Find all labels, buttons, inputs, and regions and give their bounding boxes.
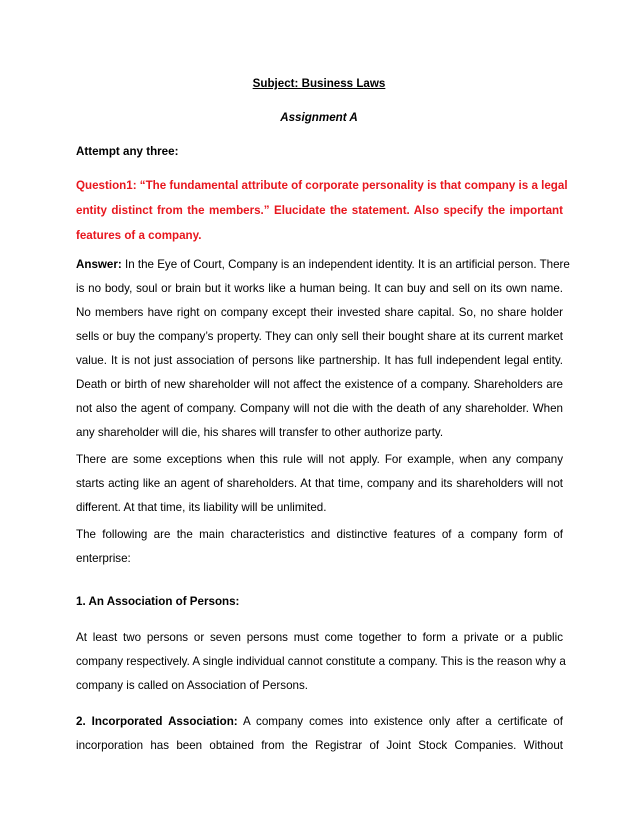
- question-line: features of a company.: [76, 229, 202, 242]
- section-1-line: At least two persons or seven persons must come together to form a private or a public: [76, 631, 563, 644]
- section-1-heading: 1. An Association of Persons:: [76, 595, 240, 608]
- instruction-text: Attempt any three:: [76, 145, 179, 158]
- answer-line: No members have right on company except their invested share capital. So, no share holder: [76, 306, 563, 319]
- section-2-line: incorporation has been obtained from the Registrar of Joint Stock Companies. Without: [76, 739, 563, 752]
- subject-title: Subject: Business Laws: [252, 77, 386, 90]
- exceptions-line: starts acting like an agent of shareholders. At that time, company and its shareholders will not: [76, 477, 563, 490]
- section-1-line: company is called on Association of Persons.: [76, 679, 308, 692]
- answer-line: sells or buy the company’s property. They can only sell their bought share at its current market: [76, 330, 563, 343]
- exceptions-line: different. At that time, its liability will be unlimited.: [76, 501, 327, 514]
- answer-line: not also the agent of company. Company will not die with the death of any shareholder. When: [76, 402, 563, 415]
- answer-line-text: In the Eye of Court, Company is an independent identity. It is an artificial person. There: [121, 258, 570, 271]
- exceptions-line: There are some exceptions when this rule will not apply. For example, when any company: [76, 453, 563, 466]
- section-2-line: [76, 714, 563, 730]
- answer-line: is no body, soul or brain but it works like a human being. It can buy and sell on its own name.: [76, 282, 563, 295]
- section-1-line: company respectively. A single individual cannot constitute a company. This is the reason why a: [76, 655, 566, 668]
- answer-line: value. It is not just association of persons like partnership. It has full independent legal entity.: [76, 354, 563, 367]
- characteristics-intro-line: The following are the main characteristics and distinctive features of a company form of: [76, 528, 563, 541]
- answer-line: Death or birth of new shareholder will not affect the existence of a company. Shareholders are: [76, 378, 563, 391]
- section-2-line-text: A company comes into existence only after a certificate of: [237, 715, 563, 728]
- answer-label: Answer:: [76, 258, 122, 271]
- answer-line: any shareholder will die, his shares will transfer to other authorize party.: [76, 426, 444, 439]
- question-line: Question1: “The fundamental attribute of corporate personality is that company is a legal: [76, 179, 568, 192]
- question-line: entity distinct from the members.” Elucidate the statement. Also specify the important: [76, 204, 563, 217]
- section-2-heading: 2. Incorporated Association:: [76, 715, 238, 728]
- characteristics-intro-line: enterprise:: [76, 552, 131, 565]
- answer-line: [76, 257, 570, 273]
- assignment-title: Assignment A: [280, 111, 358, 124]
